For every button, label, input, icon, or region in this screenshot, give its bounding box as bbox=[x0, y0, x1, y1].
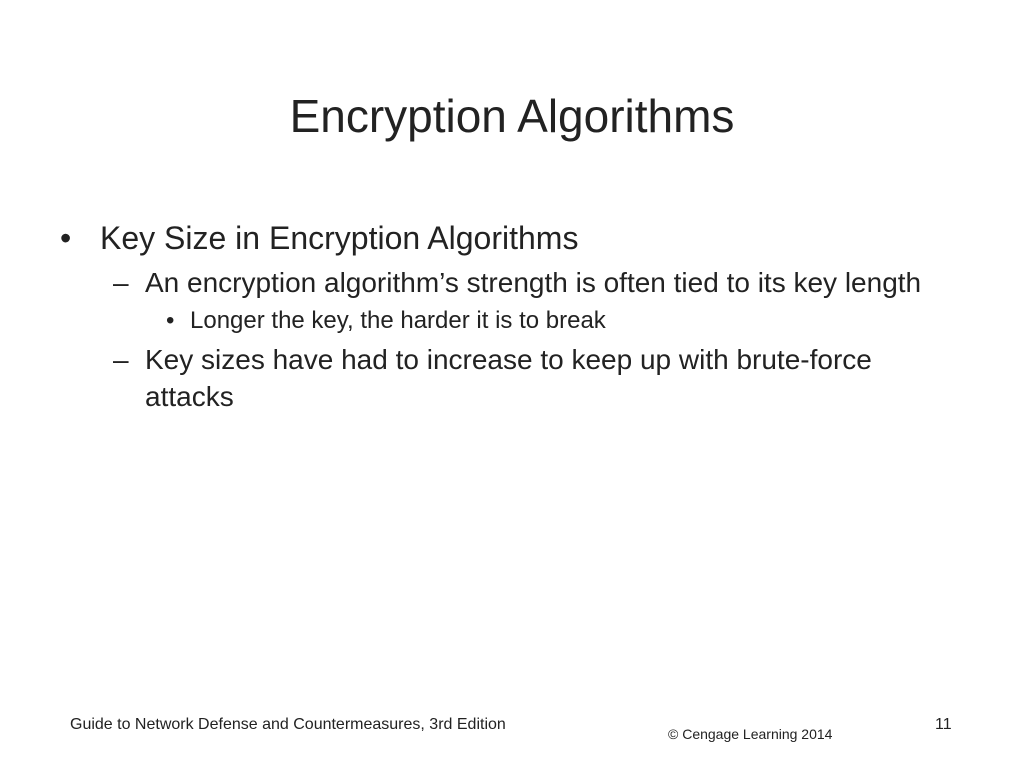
bullet-item-key-size bbox=[60, 216, 960, 260]
bullet-marker-icon: • bbox=[60, 220, 72, 256]
sub-bullet-text: Key sizes have had to increase to keep up with brute-force attacks bbox=[145, 344, 872, 412]
footer-copyright: © Cengage Learning 2014 bbox=[668, 726, 833, 742]
bullet-text: Key Size in Encryption Algorithms bbox=[100, 220, 579, 256]
dash-marker-icon: – bbox=[113, 267, 129, 298]
sub-sub-bullet-item-longer-key bbox=[60, 305, 960, 337]
bullet-list bbox=[60, 216, 960, 415]
dash-marker-icon: – bbox=[113, 344, 129, 375]
sub-bullet-text: An encryption algorithm’s strength is often tied to its key length bbox=[145, 267, 922, 298]
bullet-marker-icon: • bbox=[166, 307, 175, 334]
sub-bullet-item-key-sizes bbox=[60, 341, 960, 415]
slide-title: Encryption Algorithms bbox=[289, 90, 735, 142]
footer-book-title: Guide to Network Defense and Countermeasures, 3rd Edition bbox=[70, 716, 506, 733]
sub-bullet-item-strength bbox=[60, 264, 960, 301]
page-number: 11 bbox=[935, 716, 952, 733]
sub-sub-bullet-text: Longer the key, the harder it is to break bbox=[190, 307, 606, 334]
